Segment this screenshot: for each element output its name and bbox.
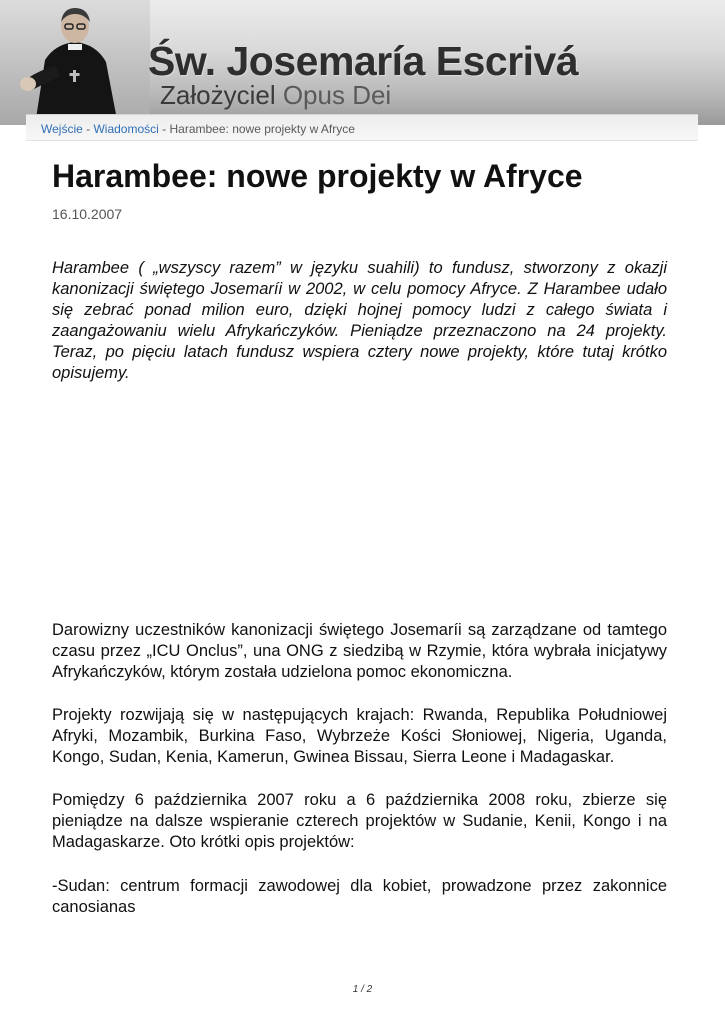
- founder-photo-icon: [0, 0, 150, 125]
- breadcrumb-news-link[interactable]: Wiadomości: [93, 122, 159, 136]
- breadcrumb-separator: -: [82, 122, 94, 136]
- site-header-banner: [0, 0, 725, 125]
- article-paragraph: -Sudan: centrum formacji zawodowej dla kobiet, prowadzone przez zakonnice canosianas: [52, 877, 667, 916]
- breadcrumb-home-link[interactable]: Wejście: [41, 122, 83, 136]
- subtitle-opus-dei: Opus Dei: [282, 80, 392, 110]
- breadcrumb-bar: [26, 114, 698, 141]
- page-title: Harambee: nowe projekty w Afryce: [52, 158, 583, 194]
- article-paragraph: Projekty rozwijają się w następujących krajach: Rwanda, Republika Południowej Afryki, Mozambik, Burkina Faso, Wybrzeże Kości Słoniowej, Nigeria, Uganda, Kongo, Sudan, Kenia, Kamerun, Gwinea Bissau, Sierra Leone i Madagaskar.: [52, 706, 667, 766]
- page-number: 1 / 2: [352, 984, 373, 995]
- article-paragraph: Darowizny uczestników kanonizacji świętego Josemaríi są zarządzane od tamtego czasu przez „ICU Onclus”, una ONG z siedzibą w Rzymie, która wybrała inicjatywy Afrykańczyków, którym została udzielona pomoc ekonomiczna.: [52, 621, 667, 681]
- site-subtitle: [160, 80, 391, 111]
- breadcrumb-current: Harambee: nowe projekty w Afryce: [169, 122, 355, 136]
- breadcrumb-separator: -: [158, 122, 170, 136]
- site-title: Św. Josemaría Escrivá: [148, 38, 579, 84]
- breadcrumb: [41, 122, 355, 136]
- article-date: 16.10.2007: [52, 206, 123, 222]
- article-paragraph: Pomiędzy 6 października 2007 roku a 6 października 2008 roku, zbierze się pieniądze na dalsze wspieranie czterech projektów w Sudanie, Kenii, Kongo i na Madagaskarze. Oto krótki opis projektów:: [52, 791, 667, 851]
- subtitle-founder: Założyciel: [160, 80, 276, 110]
- article-intro: Harambee ( „wszyscy razem” w języku suahili) to fundusz, stworzony z okazji kanonizacji świętego Josemaríi w 2002, w celu pomocy Afryce. Z Harambee udało się zebrać ponad milion euro, dzięki hojnej pomocy ludzi z całego świata i zaangażowaniu wielu Afrykańczyków. Pieniądze przeznaczono na 24 projekty. Teraz, po pięciu latach fundusz wspiera cztery nowe projekty, które tutaj krótko opisujemy.: [52, 259, 667, 382]
